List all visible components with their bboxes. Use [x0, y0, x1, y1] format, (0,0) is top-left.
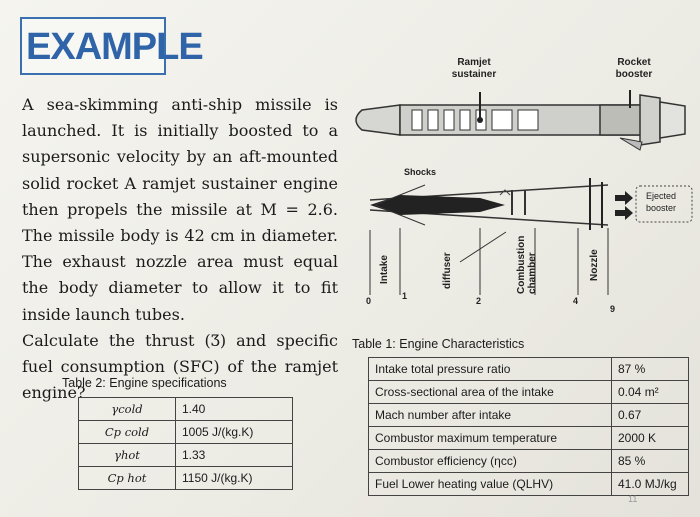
problem-statement: [22, 92, 338, 406]
table-row: [369, 427, 689, 450]
table-row: [369, 404, 689, 427]
engine-specifications-table: [78, 397, 293, 490]
table-row: [369, 358, 689, 381]
table-row: [79, 398, 293, 421]
characteristic-label: Fuel Lower heating value (QLHV): [369, 473, 612, 496]
problem-question: Calculate the thrust (Ʒ) and specific fuel consumption (SFC) of the ramjet engine?: [22, 330, 338, 403]
spec-symbol: γcold: [79, 398, 176, 421]
spec-value: 1.40: [176, 398, 293, 421]
ejected-booster-label: Ejected booster: [645, 191, 677, 213]
table-row: [369, 473, 689, 496]
table2-caption: Table 2: Engine specifications: [62, 376, 227, 390]
characteristic-value: 0.04 m²: [612, 381, 689, 404]
table-row: [79, 421, 293, 444]
engine-characteristics-table: [368, 357, 689, 496]
shocks-label: Shocks: [403, 167, 436, 177]
diffuser-label: diffuser: [442, 252, 453, 289]
missile-body-drawing: [356, 90, 685, 150]
spec-value: 1005 J/(kg.K): [176, 421, 293, 444]
station-2: 2: [476, 296, 482, 306]
table-row: [369, 381, 689, 404]
characteristic-value: 2000 K: [612, 427, 689, 450]
table1-caption: Table 1: Engine Characteristics: [352, 337, 525, 351]
table-row: [79, 444, 293, 467]
characteristic-label: Combustor efficiency (ηcc): [369, 450, 612, 473]
combustion-chamber-label: Combustion chamber: [516, 235, 538, 294]
spec-value: 1.33: [176, 444, 293, 467]
intake-label: Intake: [379, 255, 390, 284]
characteristic-value: 41.0 MJ/kg: [612, 473, 689, 496]
station-4: 4: [573, 296, 579, 306]
example-heading: EXAMPLE: [20, 17, 166, 75]
spec-value: 1150 J/(kg.K): [176, 467, 293, 490]
spec-symbol: Cp hot: [79, 467, 176, 490]
characteristic-label: Combustor maximum temperature: [369, 427, 612, 450]
table-row: [369, 450, 689, 473]
table-row: [79, 467, 293, 490]
problem-text: A sea-skimming anti-ship missile is launched. It is initially boosted to a supersonic velocity by an aft-mounted solid rocket A ramjet sustainer engine then propels the missile at M = 2.6. The missile body is 42 cm in diameter. The exhaust nozzle area must equal the body diameter to allow it to fit inside launch tubes.: [22, 95, 338, 324]
station-1: 1: [402, 291, 408, 301]
page-number: 11: [628, 494, 638, 504]
characteristic-value: 85 %: [612, 450, 689, 473]
rocket-booster-label: Rocket booster: [615, 57, 653, 80]
station-0: 0: [366, 296, 372, 306]
spec-symbol: γhot: [79, 444, 176, 467]
characteristic-label: Cross-sectional area of the intake: [369, 381, 612, 404]
characteristic-label: Mach number after intake: [369, 404, 612, 427]
station-9: 9: [610, 304, 616, 314]
spec-symbol: Cp cold: [79, 421, 176, 444]
characteristic-value: 0.67: [612, 404, 689, 427]
nozzle-label: Nozzle: [589, 249, 600, 281]
ramjet-sustainer-label: Ramjet sustainer: [451, 57, 497, 80]
characteristic-label: Intake total pressure ratio: [369, 358, 612, 381]
characteristic-value: 87 %: [612, 358, 689, 381]
